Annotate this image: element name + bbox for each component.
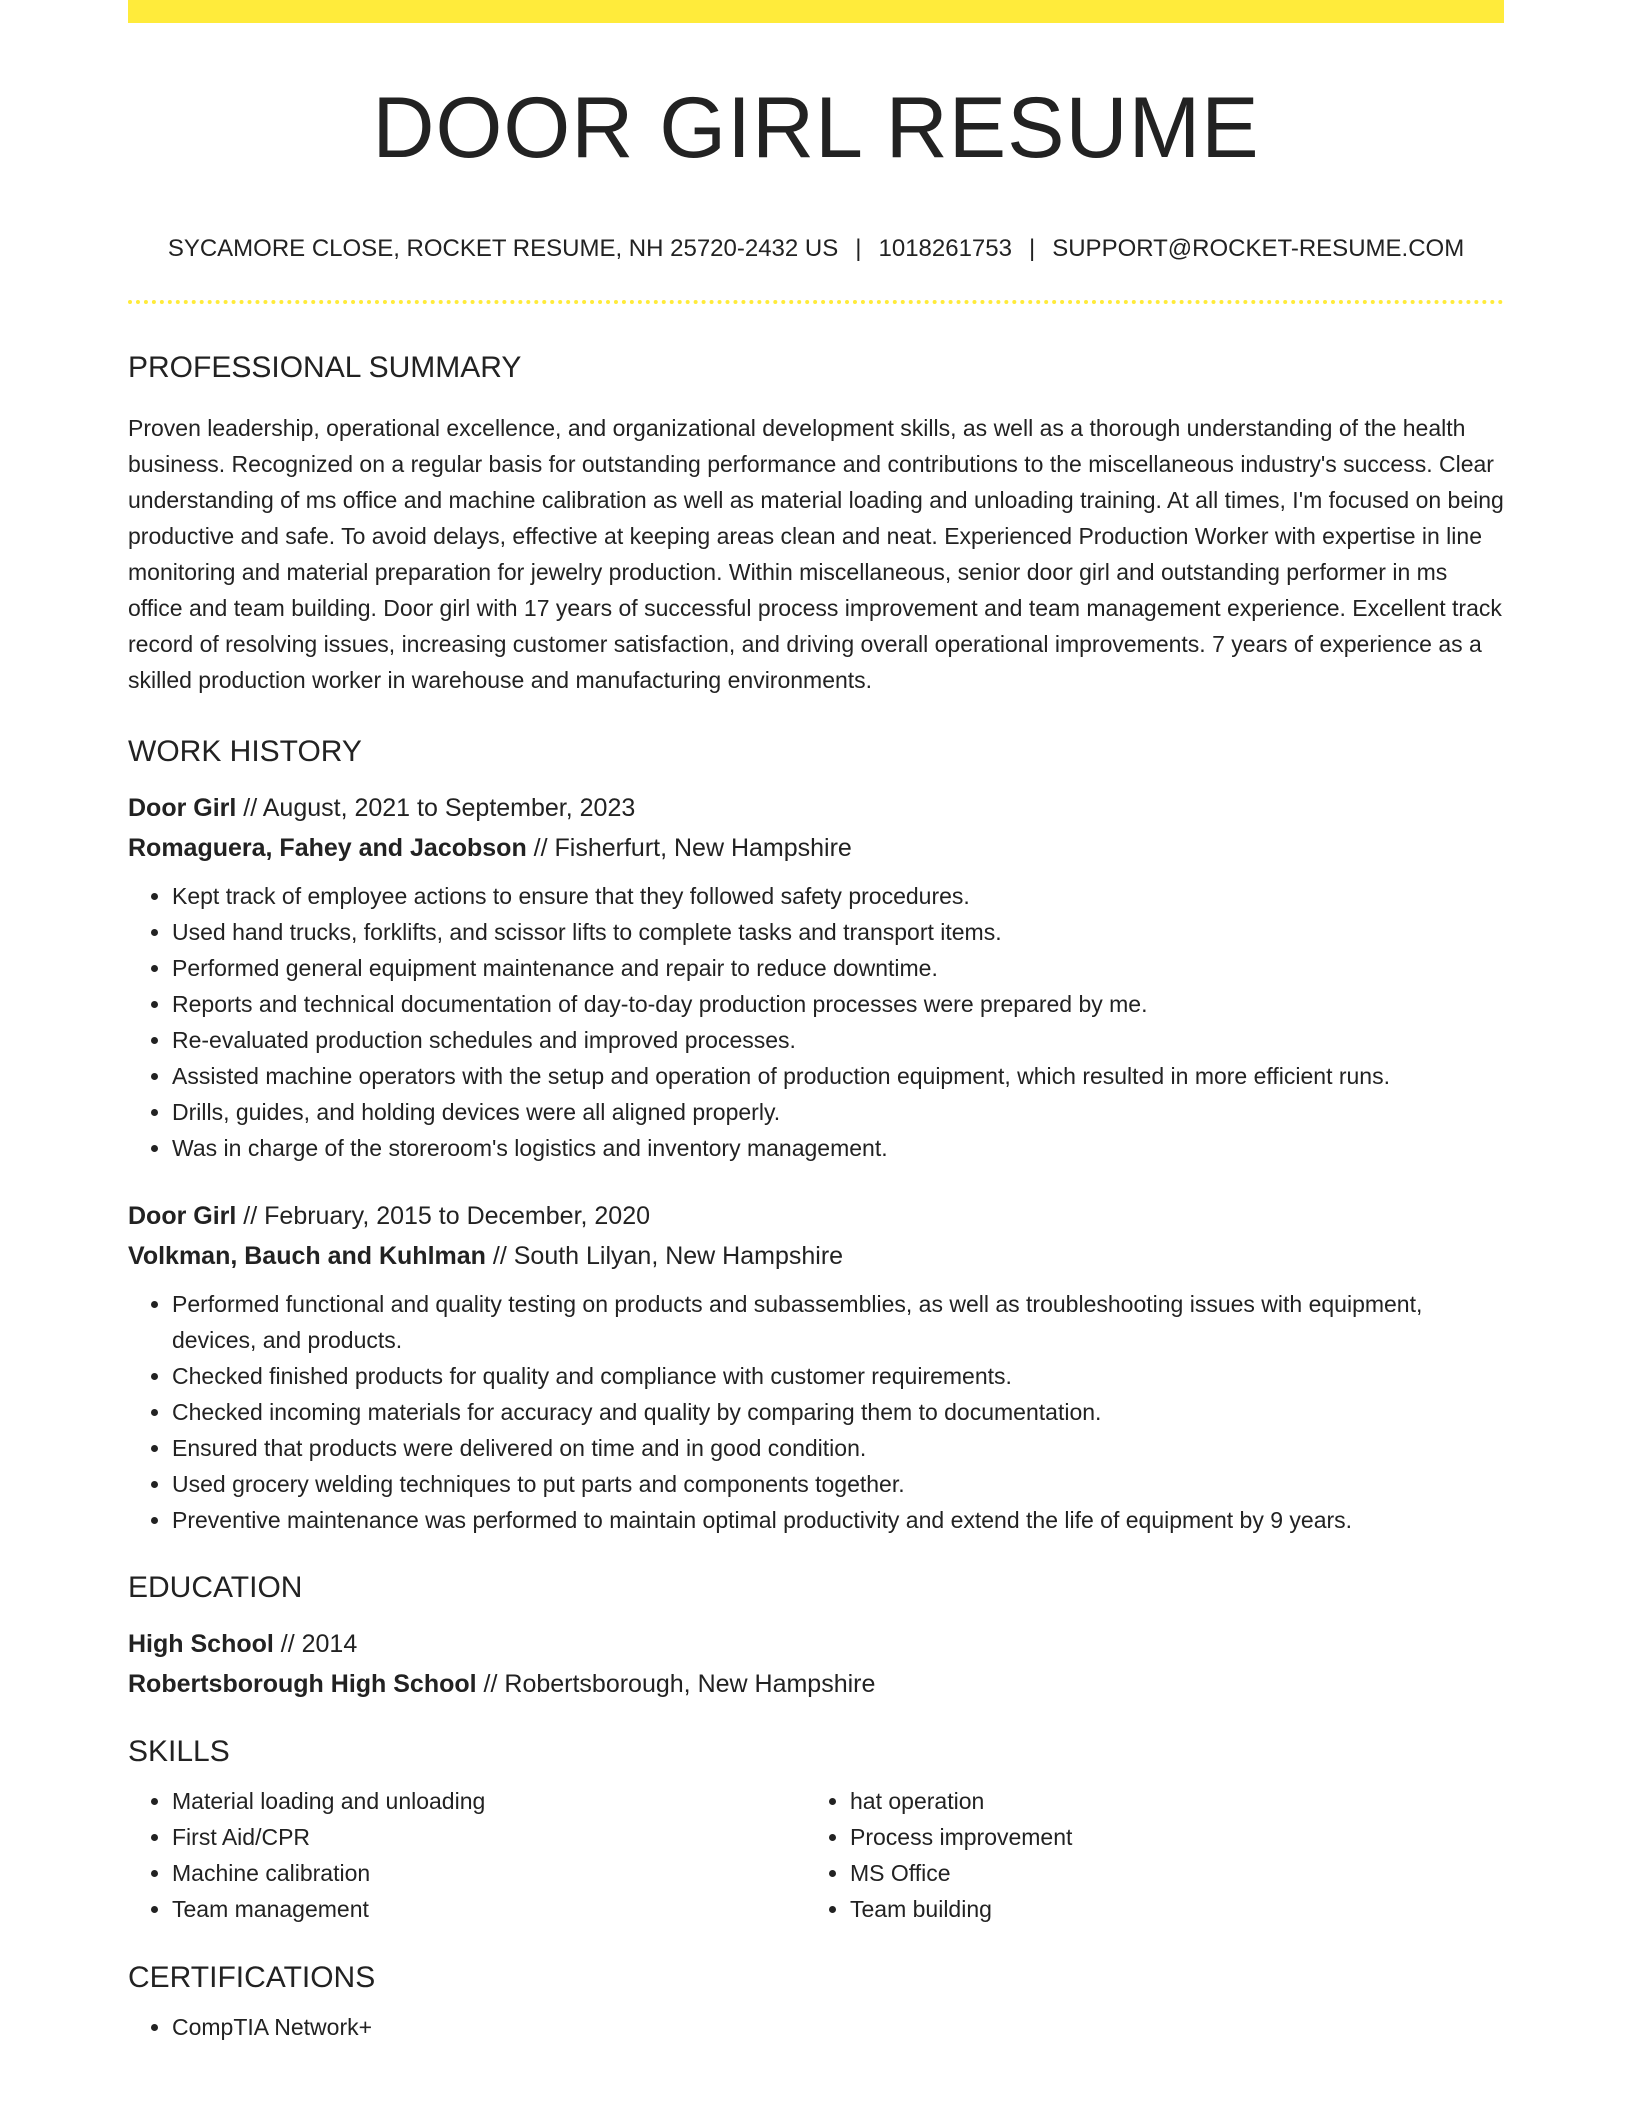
education-year: 2014 — [301, 1630, 358, 1658]
list-item: • Assisted machine operators with the setup and operation of production equipment, which resulted in more efficient runs. — [172, 1058, 1504, 1094]
education-degree: High School — [128, 1630, 274, 1658]
top-accent-bar — [128, 0, 1504, 23]
contact-line — [128, 237, 1504, 261]
skill-item: • Machine calibration — [172, 1855, 806, 1891]
list-item: • Reports and technical documentation of day-to-day production processes were prepared by me. — [172, 986, 1504, 1022]
resume-page — [128, 0, 1504, 2045]
section-title-certifications: CERTIFICATIONS — [128, 1961, 376, 1994]
contact-separator: | — [855, 235, 862, 262]
job-role-line — [128, 1196, 1504, 1236]
job-company: Volkman, Bauch and Kuhlman — [128, 1242, 486, 1270]
list-item: • Preventive maintenance was performed to maintain optimal productivity and extend the life of equipment by 9 years. — [172, 1502, 1504, 1538]
skill-item: • MS Office — [850, 1855, 1484, 1891]
skill-item: • Process improvement — [850, 1819, 1484, 1855]
resume-title: DOOR GIRL RESUME — [372, 80, 1260, 176]
section-title-work-history: WORK HISTORY — [128, 735, 362, 768]
skill-item: • hat operation — [850, 1783, 1484, 1819]
job-dates: August, 2021 to September, 2023 — [262, 794, 636, 822]
list-item: • Performed general equipment maintenance and repair to reduce downtime. — [172, 950, 1504, 986]
list-item: • Checked incoming materials for accuracy and quality by comparing them to documentation. — [172, 1394, 1504, 1430]
list-item: • Ensured that products were delivered on time and in good condition. — [172, 1430, 1504, 1466]
job-company-line — [128, 1236, 1504, 1276]
list-item: • Was in charge of the storeroom's logistics and inventory management. — [172, 1130, 1504, 1166]
job-bullets — [128, 878, 1504, 1166]
education-entry — [128, 1624, 1504, 1704]
job-dates: February, 2015 to December, 2020 — [264, 1202, 651, 1230]
education-school: Robertsborough High School — [128, 1670, 477, 1698]
skill-item: • Material loading and unloading — [172, 1783, 806, 1819]
list-item: • Performed functional and quality testing on products and subassemblies, as well as troubleshooting issues with equipment, devices, and products. — [172, 1286, 1504, 1358]
field-separator: // — [236, 1202, 265, 1230]
education-school-line — [128, 1664, 1504, 1704]
job-entry — [128, 788, 1504, 1166]
section-title-education: EDUCATION — [128, 1571, 303, 1604]
education-location: Robertsborough, New Hampshire — [504, 1670, 876, 1698]
job-entry — [128, 1196, 1504, 1538]
job-company: Romaguera, Fahey and Jacobson — [128, 834, 527, 862]
list-item: • Checked finished products for quality and compliance with customer requirements. — [172, 1358, 1504, 1394]
section-title-skills: SKILLS — [128, 1735, 230, 1768]
job-role: Door Girl — [128, 794, 237, 822]
skill-item: • Team building — [850, 1891, 1484, 1927]
skills-columns — [128, 1783, 1504, 1927]
field-separator: // — [273, 1630, 302, 1658]
skill-item: • Team management — [172, 1891, 806, 1927]
skill-item: • First Aid/CPR — [172, 1819, 806, 1855]
job-bullets — [128, 1286, 1504, 1538]
list-item: • Used grocery welding techniques to put parts and components together. — [172, 1466, 1504, 1502]
list-item: • Used hand trucks, forklifts, and scissor lifts to complete tasks and transport items. — [172, 914, 1504, 950]
certifications-list — [128, 2009, 1504, 2045]
list-item: • Re-evaluated production schedules and improved processes. — [172, 1022, 1504, 1058]
contact-separator: | — [1028, 235, 1036, 262]
summary-text: Proven leadership, operational excellence, and organizational development skills, as well as a thorough understanding of the health business. Recognized on a regular basis for outstanding performance and contributions to the miscellaneous industry's success. Clear understanding of ms office and machine calibration as well as material loading and unloading training. At all times, I'm focused on being productive and safe. To avoid delays, effective at keeping areas clean and neat. Experienced Production Worker with expertise in line monitoring and material preparation for jewelry production. Within miscellaneous, senior door girl and outstanding performer in ms office and team building. Door girl with 17 years of successful process improvement and team management experience. Excellent track record of resolving issues, increasing customer satisfaction, and driving overall operational improvements. 7 years of experience as a skilled production worker in warehouse and manufacturing environments. — [128, 415, 1504, 693]
skills-list-left — [128, 1783, 806, 1927]
job-role: Door Girl — [128, 1202, 237, 1230]
job-company-line — [128, 828, 1504, 868]
dotted-divider — [128, 300, 1504, 304]
contact-phone: 1018261753 — [878, 235, 1012, 262]
job-location: South Lilyan, New Hampshire — [513, 1242, 844, 1270]
certification-item: • CompTIA Network+ — [172, 2009, 1504, 2045]
field-separator: // — [476, 1670, 505, 1698]
skills-list-right — [806, 1783, 1484, 1927]
contact-email: SUPPORT@ROCKET-RESUME.COM — [1052, 235, 1465, 262]
list-item: • Kept track of employee actions to ensure that they followed safety procedures. — [172, 878, 1504, 914]
list-item: • Drills, guides, and holding devices were all aligned properly. — [172, 1094, 1504, 1130]
field-separator: // — [485, 1242, 514, 1270]
field-separator: // — [526, 834, 555, 862]
contact-address: SYCAMORE CLOSE, ROCKET RESUME, NH 25720-2432 US — [167, 235, 839, 262]
job-role-line — [128, 788, 1504, 828]
field-separator: // — [236, 794, 263, 822]
education-degree-line — [128, 1624, 1504, 1664]
section-title-summary: PROFESSIONAL SUMMARY — [128, 351, 522, 384]
job-location: Fisherfurt, New Hampshire — [554, 834, 852, 862]
